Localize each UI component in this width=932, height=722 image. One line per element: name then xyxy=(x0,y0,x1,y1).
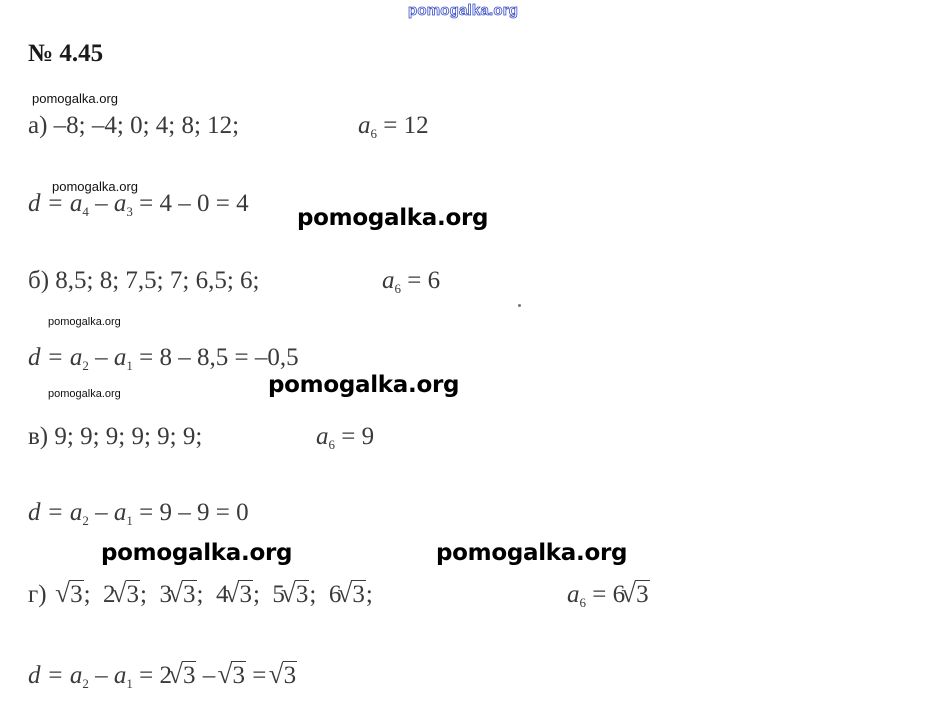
watermark-header[interactable]: pomogalka.org xyxy=(408,2,519,19)
watermark-text: pomogalka.org xyxy=(436,540,628,566)
part-b-term: $a_6 = 6$ xyxy=(382,267,441,296)
part-c-sequence: в) 9; 9; 9; 9; 9; 9; xyxy=(28,423,203,450)
part-g-term: $a_6 = 6√$ 3 xyxy=(567,581,650,611)
watermark-text: pomogalka.org xyxy=(48,316,121,328)
watermark-text: pomogalka.org xyxy=(297,205,489,231)
sqrt-term: √ 3 xyxy=(116,581,141,609)
watermark-text: pomogalka.org xyxy=(268,372,460,398)
sqrt-term: √ 3 xyxy=(625,581,650,609)
sqrt-term: √ 3 xyxy=(172,662,197,690)
sqrt-term: √ 3 xyxy=(341,581,366,609)
part-g-difference: $d = a_2 - a_1 = 2√$ 3 – √ 3 = √ 3 xyxy=(28,662,297,692)
watermark-text: pomogalka.org xyxy=(52,179,138,194)
part-g-sequence: г) √ 3; 2√ 3; 3√ 3; 4√ 3; 5√ 3; 6√ 3; xyxy=(28,581,373,609)
problem-number: № 4.45 xyxy=(28,40,104,67)
watermark-text: pomogalka.org xyxy=(101,540,293,566)
sqrt-term: √ 3 xyxy=(59,581,84,609)
part-c-difference: $d = a_2 - a_1 = 9 - 9 = 0$ xyxy=(28,499,249,528)
sqrt-term: √ 3 xyxy=(273,662,298,690)
part-a-term: $a_6 = 12$ xyxy=(358,112,429,141)
watermark-text: pomogalka.org xyxy=(48,388,121,400)
sqrt-term: √ 3 xyxy=(228,581,253,609)
sqrt-term: √ 3 xyxy=(285,581,310,609)
sqrt-term: √ 3 xyxy=(172,581,197,609)
part-c-term: $a_6 = 9$ xyxy=(316,423,375,452)
part-a-difference: $d = a_4 - a_3 = 4 - 0 = 4$ xyxy=(28,190,249,219)
part-a-sequence: а) –8; –4; 0; 4; 8; 12; xyxy=(28,112,240,139)
part-b-sequence: б) 8,5; 8; 7,5; 7; 6,5; 6; xyxy=(28,267,260,294)
watermark-text: pomogalka.org xyxy=(32,91,118,106)
stray-dot xyxy=(518,304,521,307)
sqrt-term: √ 3 xyxy=(221,662,246,690)
part-b-difference: $d = a_2 - a_1 = 8 - 8,5 = -0,5$ xyxy=(28,344,299,373)
